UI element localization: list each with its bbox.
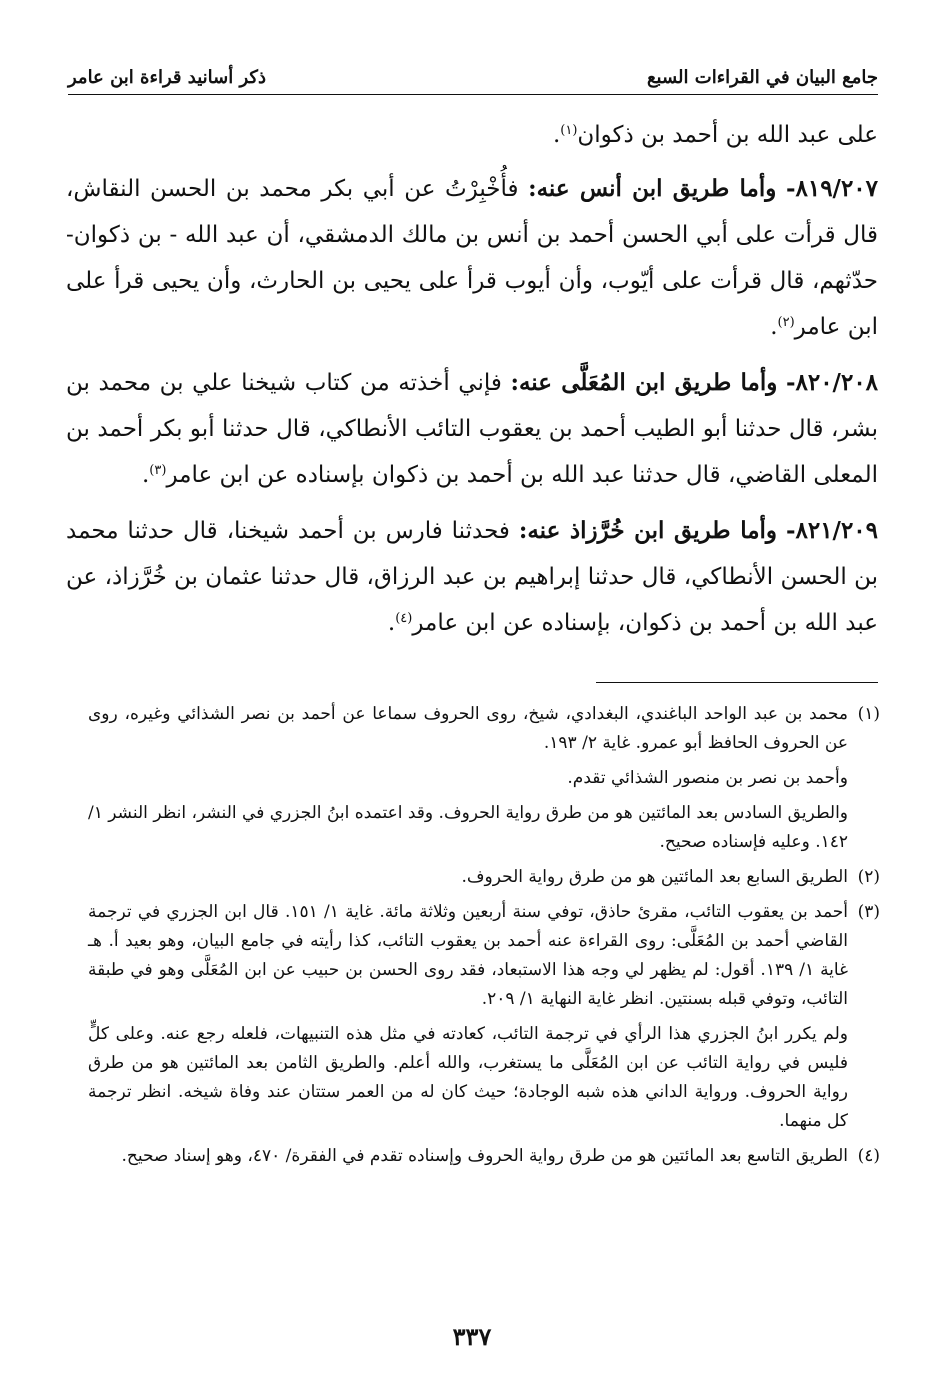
footnote-marker: (٢) [857, 867, 880, 887]
footnote-3 [88, 898, 880, 1014]
paragraph-end: . [141, 462, 150, 488]
footnote-1 [88, 700, 880, 758]
footnote-ref: (٤) [395, 611, 413, 626]
footnote-marker: (٣) [857, 902, 880, 922]
footnote-marker: (١) [857, 704, 880, 724]
footnote-ref: (٣) [149, 463, 167, 478]
footnote-ref: (١) [560, 123, 578, 138]
paragraph-number: ٨٢١/٢٠٩- [785, 517, 879, 544]
paragraph-821 [66, 508, 878, 646]
footnote-1-continued [88, 764, 880, 793]
footnote-text: أحمد بن يعقوب التائب، مقرئ حاذق، توفي سنة أربعين وثلاثة مائة. غاية ١/ ١٥١. قال ابن الجزري في ترجمة القاضي أحمد بن المُعَلَّى: روى القراءة عنه أحمد بن يعقوب التائب، كذا رأيته في جامع البيان، وهو بعيد أ. هـ غاية ١/ ١٣٩. أقول: لم يظهر لي وجه هذا الاستبعاد، فقد روى الحسن بن حبيب عن ابن المُعَلَّى وهو في طبقة التائب، وتوفي قبله بسنتين. انظر غاية النهاية ١/ ٢٠٩. [88, 902, 848, 1009]
paragraph-heading: وأما طريق ابن أنس عنه: [528, 175, 777, 202]
paragraph-text: فإني أخذته من كتاب شيخنا علي بن محمد بن بشر، قال حدثنا أبو الطيب أحمد بن يعقوب التائب الأنطاكي، قال حدثنا أبو بكر أحمد بن المعلى القاضي، قال حدثنا عبد الله بن أحمد بن ذكوان بإسناده عن ابن عامر [66, 370, 878, 488]
paragraph-heading: وأما طريق ابن المُعَلَّى عنه: [510, 369, 778, 396]
footnote-text: الطريق السابع بعد المائتين هو من طرق رواية الحروف. [461, 867, 848, 887]
footnote-text: والطريق السادس بعد المائتين هو من طرق رواية الحروف. وقد اعتمده ابنُ الجزري في النشر، انظر النشر ١/ ١٤٢. وعليه فإسناده صحيح. [88, 803, 848, 852]
paragraph-text: على عبد الله بن أحمد بن ذكوان [577, 122, 878, 148]
footnote-text: محمد بن عبد الواحد الباغندي، البغدادي، شيخ، روى الحروف سماعا عن أحمد بن نصر الشذائي وغيره، روى عن الحروف الحافظ أبو عمرو. غاية ٢/ ١٩٣. [88, 704, 848, 753]
paragraph-text: فحدثنا فارس بن أحمد شيخنا، قال حدثنا محمد بن الحسن الأنطاكي، قال حدثنا إبراهيم بن عبد الرزاق، قال حدثنا عثمان بن خُرَّزاذ، عن عبد الله بن أحمد بن ذكوان، بإسناده عن ابن عامر [66, 518, 878, 636]
paragraph-end: . [552, 122, 561, 148]
footnote-ref: (٢) [777, 315, 795, 330]
footnote-1-continued [88, 799, 880, 857]
footnote-3-continued [88, 1020, 880, 1136]
book-title: جامع البيان في القراءات السبع [646, 66, 878, 88]
footnote-text: وأحمد بن نصر بن منصور الشذائي تقدم. [567, 768, 848, 788]
paragraph-end: . [770, 314, 778, 340]
paragraph-end: . [387, 610, 396, 636]
paragraph-continuation [66, 112, 878, 158]
main-text [66, 112, 878, 656]
footnotes [88, 700, 880, 1177]
footnote-marker: (٤) [857, 1146, 880, 1166]
footnote-4 [88, 1142, 880, 1171]
paragraph-819 [66, 166, 878, 350]
paragraph-heading: وأما طريق ابن خُرَّزاذ عنه: [518, 517, 778, 544]
footnote-text: الطريق التاسع بعد المائتين هو من طرق رواية الحروف وإسناده تقدم في الفقرة/ ٤٧٠، وهو إسناد صحيح. [121, 1146, 848, 1166]
paragraph-number: ٨١٩/٢٠٧- [785, 175, 879, 202]
paragraph-number: ٨٢٠/٢٠٨- [785, 369, 879, 396]
page-number: ٣٣٧ [452, 1322, 492, 1351]
footnote-text: ولم يكرر ابنُ الجزري هذا الرأي في ترجمة التائب، كعادته في مثل هذه التنبيهات، فلعله رجع عنه. وعلى كلٍّ فليس في رواية التائب عن ابن المُعَلَّى ما يستغرب، والله أعلم. والطريق الثامن بعد المائتين هو من طرق رواية الحروف. ورواية الداني هذه شبه الوجادة؛ حيث كان له من العمر ستتان عند وفاة شيخه. انظر ترجمة كل منهما. [88, 1024, 848, 1131]
section-title: ذكر أسانيد قراءة ابن عامر [68, 66, 266, 88]
running-header [68, 60, 878, 95]
paragraph-820 [66, 360, 878, 498]
footnote-2 [88, 863, 880, 892]
footnote-separator [596, 682, 878, 683]
paragraph-text: فأُخْبِرْتُ عن أبي بكر محمد بن الحسن النقاش، قال قرأت على أبي الحسن أحمد بن أنس بن مالك الدمشقي، أن عبد الله - بن ذكوان- حدّثهم، قال قرأت على أيّوب، وأن أيوب قرأ على يحيى بن الحارث، وأن يحيى قرأ على ابن عامر [66, 176, 878, 340]
